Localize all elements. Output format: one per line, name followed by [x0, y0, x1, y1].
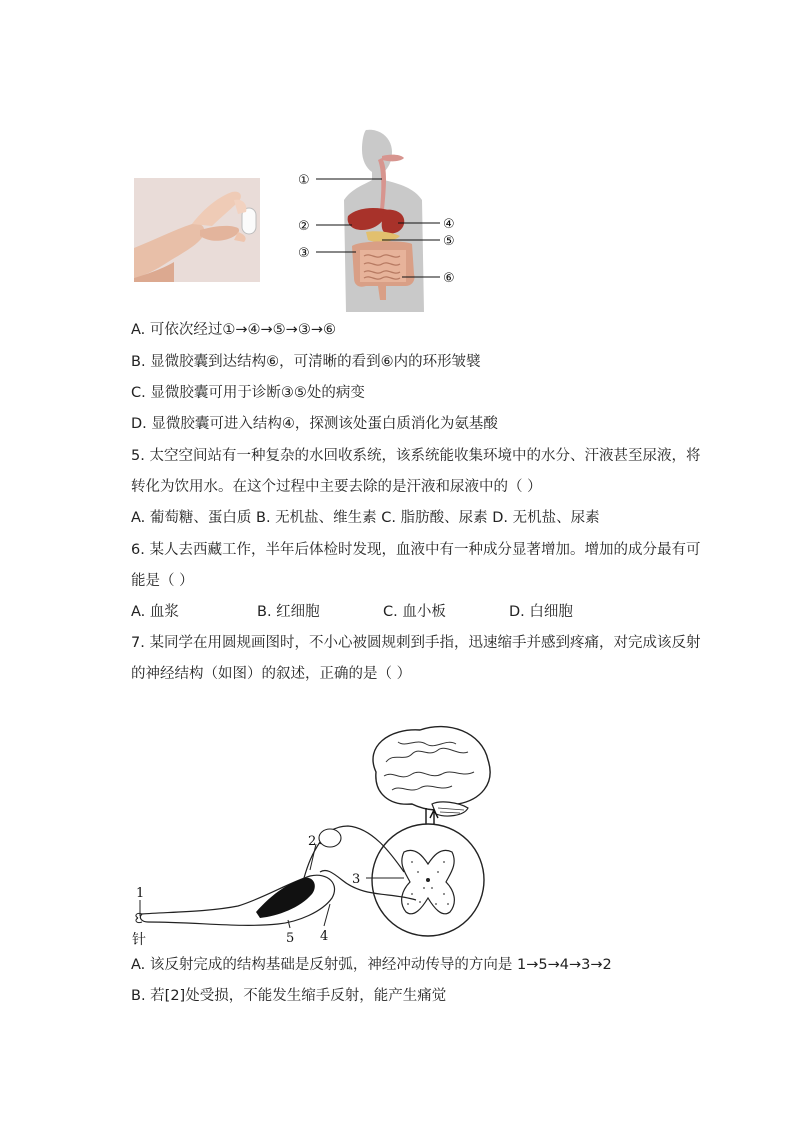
label-1: ① [298, 173, 310, 188]
q6-option-b: B. 红细胞 [257, 604, 320, 620]
q4-option-d: D. 显微胶囊可进入结构④，探测该处蛋白质消化为氨基酸 [131, 416, 498, 432]
label-5: ⑤ [443, 234, 455, 249]
label-1: 1 [136, 886, 145, 901]
digestive-system-diagram [296, 128, 466, 312]
q7-option-b: B. 若[2]处受损，不能发生缩手反射，能产生痛觉 [131, 988, 447, 1004]
spinal-cord-section [372, 824, 484, 936]
reflex-arc-diagram [128, 722, 498, 950]
label-6: ⑥ [443, 271, 455, 286]
label-2: 2 [308, 834, 317, 849]
label-3: 3 [352, 872, 361, 887]
q5-stem-line1: 5. 太空空间站有一种复杂的水回收系统，该系统能收集环境中的水分、汗液甚至尿液，将 [131, 448, 701, 464]
q6-option-c: C. 血小板 [383, 604, 446, 620]
label-3: ③ [298, 246, 310, 261]
label-needle: 针 [132, 932, 146, 948]
label-5: 5 [286, 931, 295, 946]
q7-stem-line1: 7. 某同学在用圆规画图时，不小心被圆规刺到手指，迅速缩手并感到疼痛，对完成该反射 [131, 635, 701, 651]
q6-stem-line1: 6. 某人去西藏工作，半年后体检时发现，血液中有一种成分显著增加。增加的成分最有可 [131, 542, 701, 558]
label-4: ④ [443, 217, 455, 232]
label-2: ② [298, 219, 310, 234]
q4-option-a: A. 可依次经过①→④→⑤→③→⑥ [131, 322, 336, 338]
q6-option-a: A. 血浆 [131, 604, 179, 620]
q7-option-a: A. 该反射完成的结构基础是反射弧，神经冲动传导的方向是 1→5→4→3→2 [131, 957, 612, 973]
arm [136, 875, 335, 925]
q6-option-d: D. 白细胞 [509, 604, 573, 620]
q4-option-b: B. 显微胶囊到达结构⑥，可清晰的看到⑥内的环形皱襞 [131, 354, 481, 370]
label-4: 4 [320, 929, 329, 944]
q6-options [131, 602, 573, 622]
q6-stem-line2: 能是（ ） [131, 573, 194, 589]
q7-stem-line2: 的神经结构（如图）的叙述，正确的是（ ） [131, 666, 412, 682]
brain [373, 727, 490, 816]
q5-stem-line2: 转化为饮用水。在这个过程中主要去除的是汗液和尿液中的（ ） [131, 479, 542, 495]
q5-options: A. 葡萄糖、蛋白质 B. 无机盐、维生素 C. 脂肪酸、尿素 D. 无机盐、尿素 [131, 510, 600, 526]
q4-option-c: C. 显微胶囊可用于诊断③⑤处的病变 [131, 385, 365, 401]
capsule-photo [134, 178, 260, 282]
